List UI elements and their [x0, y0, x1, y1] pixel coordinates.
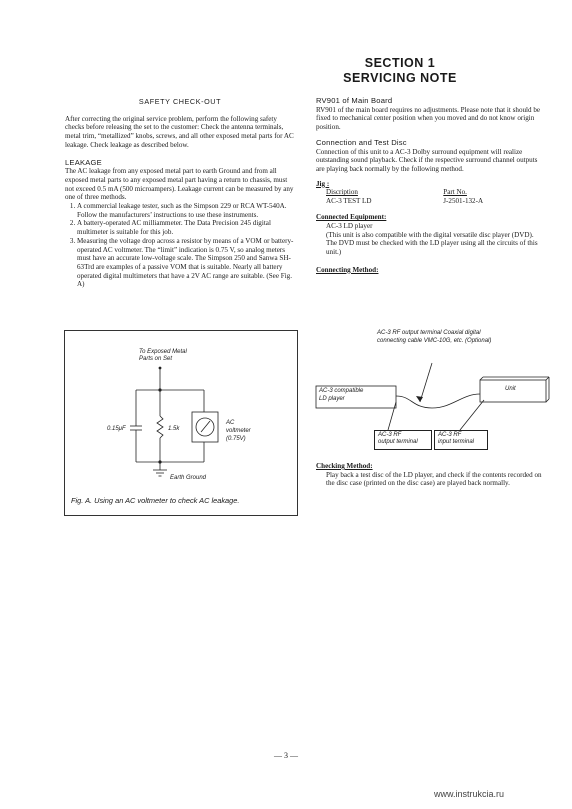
input-label-2: input terminal [438, 439, 475, 445]
rv-body: RV901 of the main board requires no adjustments. Please note that it should be fixed to mechanical center position when you moved and do not know origin position. [316, 105, 541, 132]
jig-col-desc: Discription [326, 188, 358, 197]
figure-a-caption: Fig. A. Using an AC voltmeter to check AC leakage. [71, 496, 240, 505]
meter-label-2: voltmeter [226, 428, 251, 434]
fig-top-label-2: Parts on Set [139, 356, 173, 362]
safety-heading: SAFETY CHECK-OUT [138, 97, 222, 106]
unit-label: Unit [505, 386, 516, 392]
jig-part: J-2501-132-A [443, 196, 484, 205]
leakage-body: The AC leakage from any exposed metal part to earth Ground and from all exposed metal parts to any exposed metal part having a return to chassis, must not exceed 0.5 mA (500 microampers). Leakage current can be measured by any one of three methods. [65, 167, 294, 202]
output-label-2: output terminal [378, 439, 418, 445]
jig-table [326, 188, 546, 205]
jig-col-part: Part No. [443, 188, 467, 197]
section-title [300, 56, 500, 86]
checking-section [316, 462, 546, 488]
player-label-1: AC-3 compatible [319, 388, 364, 394]
check-heading: Checking Method: [316, 462, 373, 470]
watermark: www.instrukcia.ru [434, 789, 505, 799]
equip-note: (This unit is also compatible with the digital versatile disc player (DVD). The DVD must be checked with the LD player using all the circuits of this unit.) [326, 230, 538, 257]
input-label-1: AC-3 RF [438, 432, 462, 438]
leakage-heading: LEAKAGE [65, 157, 102, 167]
method-item: 1. A commercial leakage tester, such as the Simpson 229 or RCA WT-540A. Follow the manufacturers’ instructions to use these instruments. [77, 202, 295, 219]
equip-heading: Connected Equipment: [316, 213, 387, 222]
player-label-2: LD player [319, 396, 345, 402]
conn-body: Connection of this unit to a AC-3 Dolby surround equipment will realize outstanding sound playback. Check if the respective surround channel outputs are playing back normally by the following method. [316, 147, 538, 173]
section-number: SECTION 1 [364, 56, 436, 70]
jig-desc: AC-3 TEST LD [326, 196, 372, 205]
ground-label: Earth Ground [170, 475, 207, 481]
cable-label-2: connecting cable VMC-10G, etc. (Optional) [377, 338, 492, 344]
safety-body: After correcting the original service problem, perform the following safety checks before releasing the set to the customer: Check the antenna terminals, metal trim, “metallized” knobs, screws, and all other exposed metal parts for AC leakage. Check leakage as described below. [65, 114, 294, 149]
fig-top-label-1: To Exposed Metal [139, 349, 187, 355]
meter-label-3: (0.75V) [226, 436, 246, 442]
output-label-1: AC-3 RF [378, 432, 402, 438]
rv-heading: RV901 of Main Board [316, 96, 393, 105]
section-name: SERVICING NOTE [343, 71, 457, 85]
methods-list [65, 202, 295, 289]
right-column [316, 97, 546, 275]
method-heading: Connecting Method: [316, 265, 379, 274]
page-number: — 3 — [274, 751, 298, 760]
left-column [65, 98, 295, 289]
resistor-label: 1.5k [168, 426, 180, 432]
jig-label: Jig : [316, 179, 330, 188]
method-item: 3. Measuring the voltage drop across a resistor by means of a VOM or battery-operated AC voltmeter. The “limit” indication is 0.75 V, so analog meters must have an accurate low-voltage scale. The Simpson 250 and Sanwa SH-63Trd are examples of a passive VOM that is suitable. Nearly all battery operated digital multimeters that have a 2V AC range are suitable. (See Fig. A) [77, 237, 295, 289]
conn-heading: Connection and Test Disc [316, 137, 407, 147]
capacitor-label: 0.15μF [107, 426, 126, 432]
cable-label-1: AC-3 RF output terminal Coaxial digital [377, 330, 481, 336]
method-item: 2. A battery-operated AC milliammeter. The Data Precision 245 digital multimeter is suitable for this job. [77, 219, 295, 236]
check-body: Play back a test disc of the LD player, and check if the contents recorded on the disc case (printed on the disc case) are played back normally. [326, 470, 542, 488]
equip-item: AC-3 LD player [326, 222, 373, 231]
meter-label-1: AC [226, 420, 235, 426]
